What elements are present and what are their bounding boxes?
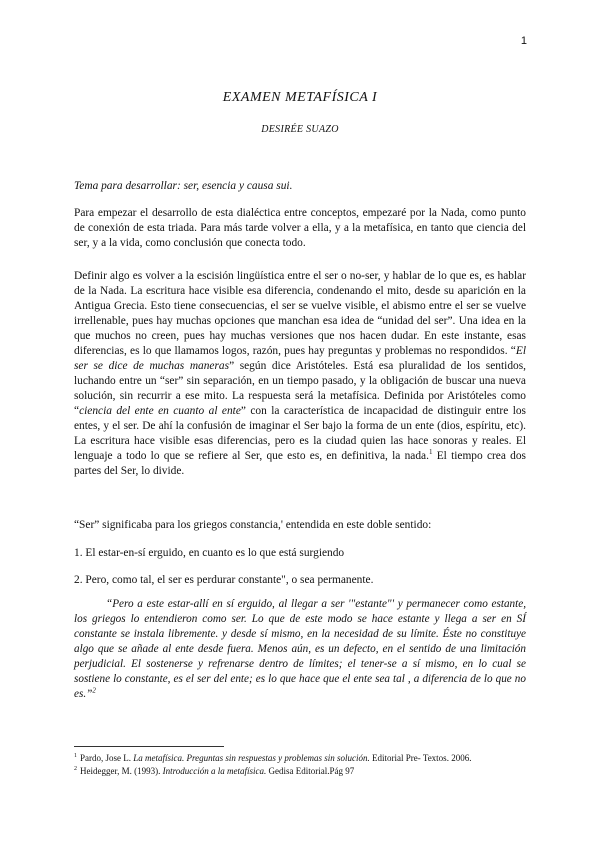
footnote-mark: 1: [74, 753, 77, 759]
footnote-author: Pardo, Jose L.: [80, 753, 131, 763]
quote-text: “Pero a este estar-allí en sí erguido, al llegar a ser '"estante"' y permanecer como estante, los griegos lo entendieron como ser. Lo que de este modo se hace estante y llega a ser en SÍ constante se instala libremente. y desde sí mismo, en la necesidad de su límite. Éste no constituye algo que se añade al ente desde fuera. Menos aún, es un defecto, en el sentido de una limitación perjudicial. El sostenerse y refrenarse dentro de límites; el tener-se a sí mismo, en lo cual se sostiene lo constante, es el ser del ente; es lo que hace que el ente sea tal , a diferencia de lo que no es.”: [74, 598, 526, 700]
paragraph-text: Definir algo es volver a la escisión lingüística entre el ser o no-ser, y hablar de lo que es, es hablar de la Nada. La escritura hace visible esa diferencia, condenando el mito, desde su aparición en la Antigua Grecia. Esto tiene consecuencias, el ser se vuelve visible, el abismo entre el ser se vuelve irrellenable, pues hay muchas opciones que manchan esa idea de “unidad del ser”. Una idea en la que muchos no creen, pues hay muchas versiones que nos hacen dudar. En este instante, esas diferencias, es lo que llamamos logos, razón, pues hay preguntas y problemas no respondidos. “: [74, 270, 526, 357]
paragraph-text: El tiempo crea dos partes del Ser, lo divide.: [74, 450, 526, 477]
italic-phrase: El ser se dice de muchas maneras: [74, 345, 526, 372]
footnote-2: [74, 765, 534, 777]
document-author: DESIRÉE SUAZO: [261, 124, 339, 135]
list-item-2: 2. Pero, como tal, el ser es perdurar constante", o sea permanente.: [74, 574, 374, 586]
footnote-publisher: Gedisa Editorial.Pág 97: [268, 766, 355, 776]
footnote-author: Heidegger, M. (1993).: [80, 766, 161, 776]
page-number: 1: [520, 35, 527, 47]
paragraph-text: ” según dice Aristóteles. Está esa pluralidad de los sentidos, luchando entre un “ser” sin separación, en un tiempo pasado, y la obligación de buscar una nueva solución, sin recurrir a ese mito. La respuesta será la metafísica. Definida por Aristóteles como “: [74, 360, 526, 417]
list-item-1: 1. El estar-en-sí erguido, en cuanto es lo que está surgiendo: [74, 547, 345, 559]
paragraph-definition: [74, 269, 526, 479]
document-title: EXAMEN METAFÍSICA I: [222, 90, 378, 105]
footnote-publisher: Editorial Pre- Textos. 2006.: [372, 753, 472, 763]
essay-topic: Tema para desarrollar: ser, esencia y causa sui.: [74, 180, 293, 192]
footnote-work: Introducción a la metafísica.: [162, 766, 267, 776]
footnote-reference-1: 1: [428, 448, 433, 457]
paragraph-ser-meaning: “Ser” significaba para los griegos constancia,' entendida en este doble sentido:: [74, 519, 432, 531]
footnote-1: [74, 752, 534, 764]
footnote-mark: 2: [74, 766, 77, 772]
italic-phrase: ciencia del ente en cuanto al ente: [79, 405, 241, 417]
footnote-work: La metafísica. Preguntas sin respuestas y problemas sin solución.: [133, 753, 370, 763]
paragraph-intro: Para empezar el desarrollo de esta dialéctica entre conceptos, empezaré por la Nada, como punto de conexión de esta triada. Para más tarde volver a ella, y a la metafísica, en tanto que ciencia del ser, y a la vida, como conclusión que conecta todo.: [74, 207, 526, 249]
block-quote: [74, 597, 526, 702]
footnote-reference-2: 2: [92, 686, 96, 695]
footnote-divider: [74, 746, 224, 747]
paragraph-text: ” con la característica de incapacidad de distinguir entre los entes, y el ser. De ahí la confusión de imaginar el Ser bajo la forma de un ente (dios, espíritu, etc). La escritura hace visible esas diferencias, pero es la ciudad quien las hace sonoras y reales. El lenguaje a todo lo que se refiere al Ser, que esto es, en definitiva, la nada.: [74, 405, 526, 462]
